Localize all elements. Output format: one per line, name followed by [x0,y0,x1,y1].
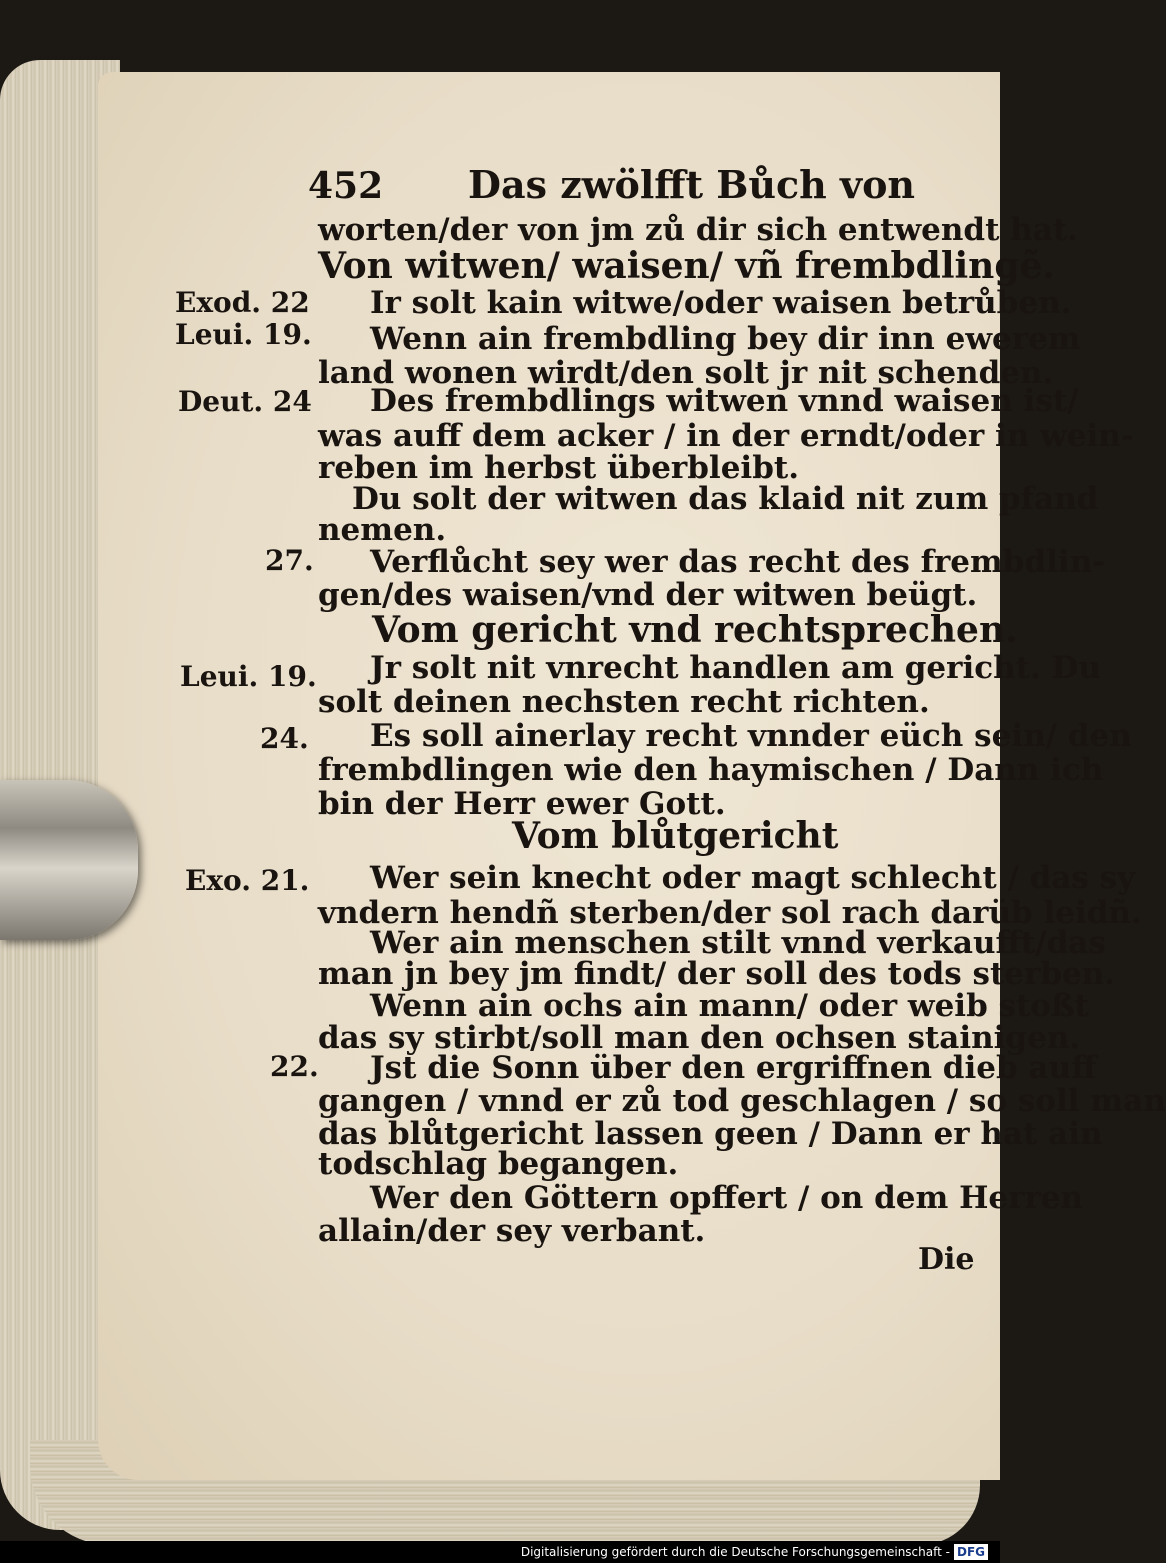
text-line: vndern hendñ sterben/der sol rach darüb leidñ. [318,895,1142,931]
text-line: worten/der von jm zů dir sich entwendt hat. [318,212,1078,248]
text-line: todschlag begangen. [318,1146,679,1182]
text-line: gen/des waisen/vnd der witwen beügt. [318,577,978,613]
text-line: Es soll ainerlay recht vnnder eüch sein/ den [370,718,1132,754]
text-line: Wenn ain frembdling bey dir inn ewerem [370,321,1081,357]
catchword: Die [918,1242,975,1277]
text-line: Jst die Sonn über den ergriffnen dieb auff [370,1050,1097,1086]
margin-reference: Exod. 22 [175,286,310,319]
text-line: nemen. [318,512,447,548]
text-line: allain/der sey verbant. [318,1213,706,1249]
text-line: Ir solt kain witwe/oder waisen betrůben. [370,285,1072,321]
text-line: Wer sein knecht oder magt schlecht / das sy [370,860,1136,896]
section-heading: Vom gericht vnd rechtsprechen. [372,609,1018,651]
margin-reference: 27. [265,544,314,577]
section-heading: Von witwen/ waisen/ vñ frembdlingẽ. [318,245,1055,287]
text-line: Wer ain menschen stilt vnnd verkaufft/das [370,925,1106,961]
margin-reference: Deut. 24 [178,385,312,418]
text-line: Des frembdlings witwen vnnd waisen ist/ [370,383,1079,419]
text-line: bin der Herr ewer Gott. [318,786,726,822]
text-line: Jr solt nit vnrecht handlen am gericht. Du [370,650,1101,686]
margin-reference: 22. [270,1050,319,1083]
text-line: das sy stirbt/soll man den ochsen stainigen. [318,1020,1081,1056]
text-line: Du solt der witwen das klaid nit zum pfand [352,481,1099,517]
text-line: was auff dem acker / in der erndt/oder in wein- [318,418,1134,454]
section-heading: Vom blůtgericht [512,815,839,857]
text-line: Verflůcht sey wer das recht des frembdlin- [370,544,1106,580]
text-line: frembdlingen wie den haymischen / Dann ich [318,752,1104,788]
text-line: Wenn ain ochs ain mann/ oder weib stoßt [370,988,1089,1024]
text-line: reben im herbst überbleibt. [318,450,799,486]
text-line: das blůtgericht lassen geen / Dann er hat ain [318,1116,1103,1152]
page-number: 452 [308,165,384,207]
running-title: Das zwölfft Bůch von [468,162,916,207]
margin-reference: Leui. 19. [180,660,317,693]
text-line: man jn bey jm findt/ der soll des tods sterben. [318,956,1116,992]
margin-reference: Exo. 21. [185,864,310,897]
footer-text: Digitalisierung gefördert durch die Deutsche Forschungsgemeinschaft - [520,1545,950,1559]
dfg-logo: DFG [954,1544,988,1560]
footer-bar [0,1541,1000,1563]
text-line: Wer den Göttern opffert / on dem Herren [370,1180,1084,1216]
text-line: solt deinen nechsten recht richten. [318,684,930,720]
margin-reference: Leui. 19. [175,318,312,351]
text-line: land wonen wirdt/den solt jr nit schenden. [318,355,1054,391]
text-line: gangen / vnnd er zů tod geschlagen / so soll man [318,1083,1166,1119]
margin-reference: 24. [260,722,309,755]
